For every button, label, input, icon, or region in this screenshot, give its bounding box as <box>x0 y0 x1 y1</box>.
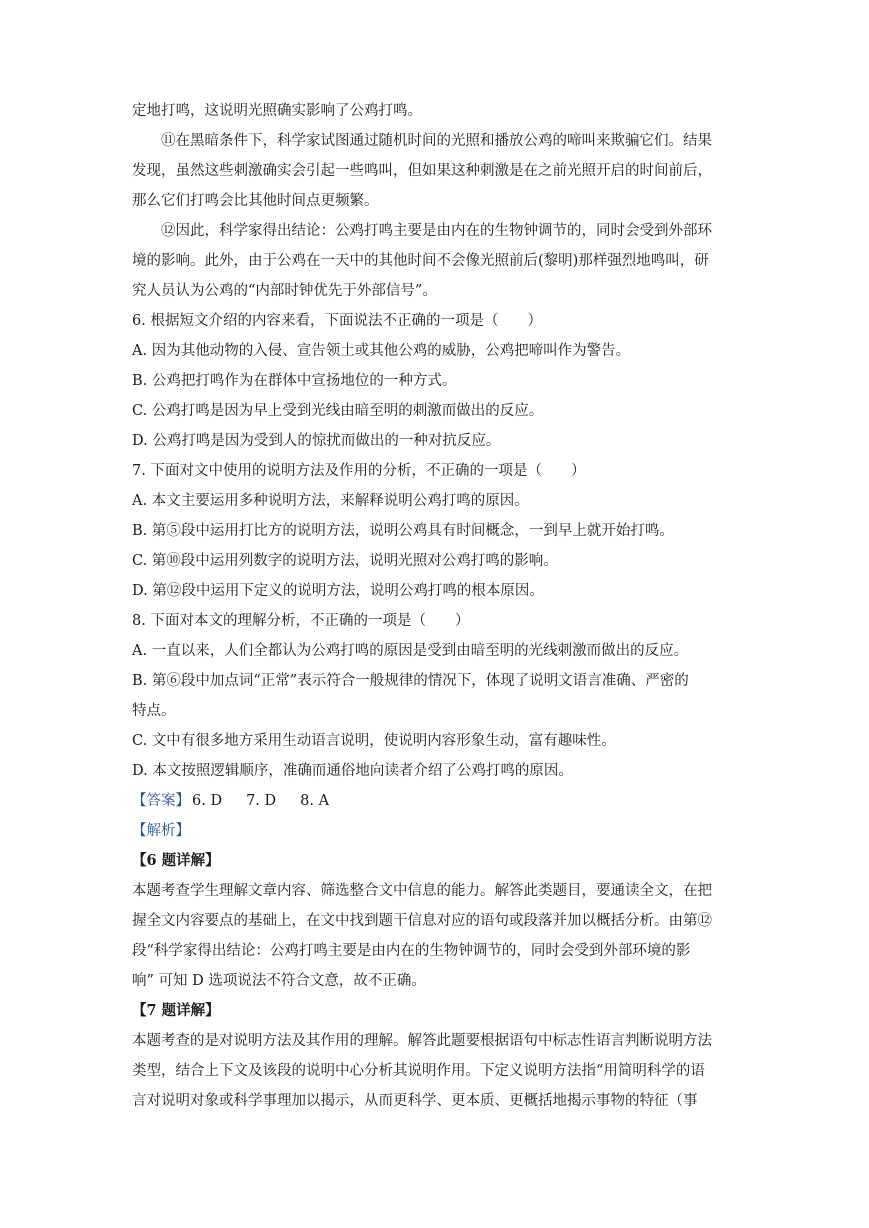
question-7-option-d: D. 第⑫段中运用下定义的说明方法，说明公鸡打鸣的根本原因。 <box>132 583 544 599</box>
paragraph-11-line: 那么它们打鸣会比其他时间点更频繁。 <box>132 193 379 209</box>
paragraph-11-line: 发现，虽然这些刺激确实会引起一些鸣叫，但如果这种刺激是在之前光照开启的时间前后， <box>132 163 712 179</box>
analysis-tag: 【解析】 <box>132 823 190 839</box>
question-8-option-a: A. 一直以来，人们全都认为公鸡打鸣的原因是受到由暗至明的光线刺激而做出的反应。 <box>132 643 689 659</box>
paragraph-12-line: ⑫因此，科学家得出结论：公鸡打鸣主要是由内在的生物钟调节的，同时会受到外部环 <box>161 223 712 239</box>
paragraph-11-line: ⑪在黑暗条件下，科学家试图通过随机时间的光照和播放公鸡的啼叫来欺骗它们。结果 <box>161 133 712 149</box>
question-7-analysis-line: 本题考查的是对说明方法及其作用的理解。解答此题要根据语句中标志性语言判断说明方法 <box>132 1033 712 1049</box>
question-6-analysis-line: 响” 可知 D 选项说法不符合文意，故不正确。 <box>132 973 426 989</box>
answer-tag: 【答案】 <box>132 793 190 809</box>
question-7-stem: 7. 下面对文中使用的说明方法及作用的分析，不正确的一项是（ ） <box>132 463 586 479</box>
paragraph-10-end: 定地打鸣，这说明光照确实影响了公鸡打鸣。 <box>132 103 422 119</box>
answer-line <box>132 786 738 816</box>
question-6-analysis-heading: 【6 题详解】 <box>132 852 220 869</box>
question-6-option-b: B. 公鸡把打鸣作为在群体中宣扬地位的一种方式。 <box>132 373 457 389</box>
question-8-option-d: D. 本文按照逻辑顺序，准确而通俗地向读者介绍了公鸡打鸣的原因。 <box>132 763 573 779</box>
question-6-analysis-line: 本题考查学生理解文章内容、筛选整合文中信息的能力。解答此类题目，要通读全文，在把 <box>132 883 712 899</box>
paragraph-12-line: 究人员认为公鸡的“内部时钟优先于外部信号”。 <box>132 283 437 299</box>
question-7-option-b: B. 第⑤段中运用打比方的说明方法，说明公鸡具有时间概念，一到早上就开始打鸣。 <box>132 523 674 539</box>
question-6-stem: 6. 根据短文介绍的内容来看，下面说法不正确的一项是（ ） <box>132 313 542 329</box>
question-8-option-c: C. 文中有很多地方采用生动语言说明，使说明内容形象生动，富有趣味性。 <box>132 733 616 749</box>
question-6-option-a: A. 因为其他动物的入侵、宣告领土或其他公鸡的威胁，公鸡把啼叫作为警告。 <box>132 343 631 359</box>
answer-values <box>192 793 353 809</box>
question-7-analysis-heading: 【7 题详解】 <box>132 1002 220 1019</box>
question-7-analysis-line: 言对说明对象或科学事理加以揭示，从而更科学、更本质、更概括地揭示事物的特征（事 <box>132 1093 698 1109</box>
question-7-option-a: A. 本文主要运用多种说明方法，来解释说明公鸡打鸣的原因。 <box>132 493 529 509</box>
answer-value: 7. D <box>246 793 277 809</box>
question-6-analysis-line: 段“科学家得出结论：公鸡打鸣主要是由内在的生物钟调节的，同时会受到外部环境的影 <box>132 943 691 959</box>
answer-value: 6. D <box>192 793 223 809</box>
question-8-option-b-cont: 特点。 <box>132 703 176 719</box>
question-6-option-d: D. 公鸡打鸣是因为受到人的惊扰而做出的一种对抗反应。 <box>132 433 501 449</box>
question-8-stem: 8. 下面对本文的理解分析，不正确的一项是（ ） <box>132 613 470 629</box>
question-6-option-c: C. 公鸡打鸣是因为早上受到光线由暗至明的刺激而做出的反应。 <box>132 403 544 419</box>
question-6-analysis-line: 握全文内容要点的基础上，在文中找到题干信息对应的语句或段落并加以概括分析。由第⑫ <box>132 913 712 929</box>
paragraph-12-line: 境的影响。此外，由于公鸡在一天中的其他时间不会像光照前后(黎明)那样强烈地鸣叫，研 <box>132 253 709 269</box>
question-7-option-c: C. 第⑩段中运用列数字的说明方法，说明光照对公鸡打鸣的影响。 <box>132 553 558 569</box>
answer-value: 8. A <box>300 793 330 809</box>
document-content <box>132 96 738 1116</box>
question-8-option-b: B. 第⑥段中加点词“正常”表示符合一般规律的情况下，体现了说明文语言准确、严密的 <box>132 673 689 689</box>
question-7-analysis-line: 类型，结合上下文及该段的说明中心分析其说明作用。下定义说明方法指“用简明科学的语 <box>132 1063 705 1079</box>
